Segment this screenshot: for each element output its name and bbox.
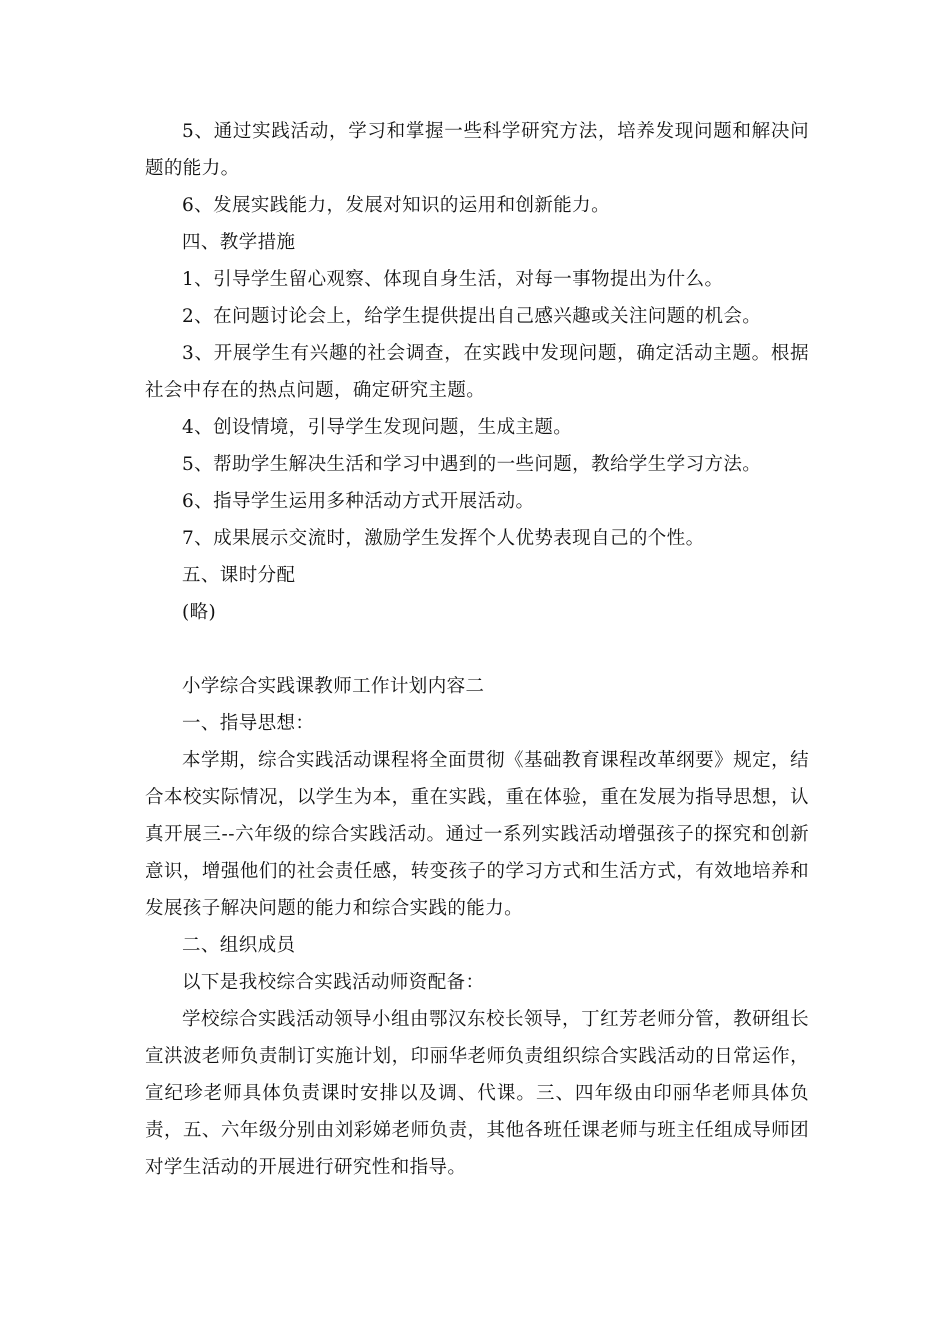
section-heading-members: 二、组织成员 <box>182 935 296 956</box>
members-paragraph: 学校综合实践活动领导小组由鄂汉东校长领导，丁红芳老师分管，教研组长宣洪波老师负责制订实施计划，印丽华老师负责组织综合实践活动的日常运作，宣纪珍老师具体负责课时安排以及调、代课。三、四年级由印丽华老师具体负责，五、六年级分别由刘彩娣老师负责，其他各班任课老师与班主任组成导师团对学生活动的开展进行研究性和指导。 <box>145 1009 809 1178</box>
measure-item-3: 3、开展学生有兴趣的社会调查，在实践中发现问题，确定活动主题。根据社会中存在的热点问题，确定研究主题。 <box>145 343 809 401</box>
measure-item-7: 7、成果展示交流时，激励学生发挥个人优势表现自己的个性。 <box>182 528 705 549</box>
goal-item-6: 6、发展实践能力，发展对知识的运用和创新能力。 <box>182 195 610 216</box>
section-heading-guiding-ideology: 一、指导思想： <box>182 713 315 734</box>
guiding-ideology-paragraph: 本学期，综合实践活动课程将全面贯彻《基础教育课程改革纲要》规定，结合本校实际情况，以学生为本，重在实践，重在体验，重在发展为指导思想，认真开展三--六年级的综合实践活动。通过一系列实践活动增强孩子的探究和创新意识，增强他们的社会责任感，转变孩子的学习方式和生活方式，有效地培养和发展孩子解决问题的能力和综合实践的能力。 <box>145 750 809 919</box>
section-heading-teaching-measures: 四、教学措施 <box>182 232 296 253</box>
document-body <box>145 113 809 1186</box>
section-heading-class-hours: 五、课时分配 <box>182 565 296 586</box>
measure-item-1: 1、引导学生留心观察、体现自身生活，对每一事物提出为什么。 <box>182 269 724 290</box>
measure-item-4: 4、创设情境，引导学生发现问题，生成主题。 <box>182 417 573 438</box>
class-hours-note: (略) <box>182 602 217 623</box>
section-spacer <box>145 631 809 668</box>
members-intro: 以下是我校综合实践活动师资配备： <box>182 972 485 993</box>
measure-item-6: 6、指导学生运用多种活动方式开展活动。 <box>182 491 535 512</box>
document-subtitle: 小学综合实践课教师工作计划内容二 <box>182 676 485 697</box>
measure-item-5: 5、帮助学生解决生活和学习中遇到的一些问题，教给学生学习方法。 <box>182 454 762 475</box>
goal-item-5: 5、通过实践活动，学习和掌握一些科学研究方法，培养发现问题和解决问题的能力。 <box>145 121 809 179</box>
measure-item-2: 2、在问题讨论会上，给学生提供提出自己感兴趣或关注问题的机会。 <box>182 306 762 327</box>
